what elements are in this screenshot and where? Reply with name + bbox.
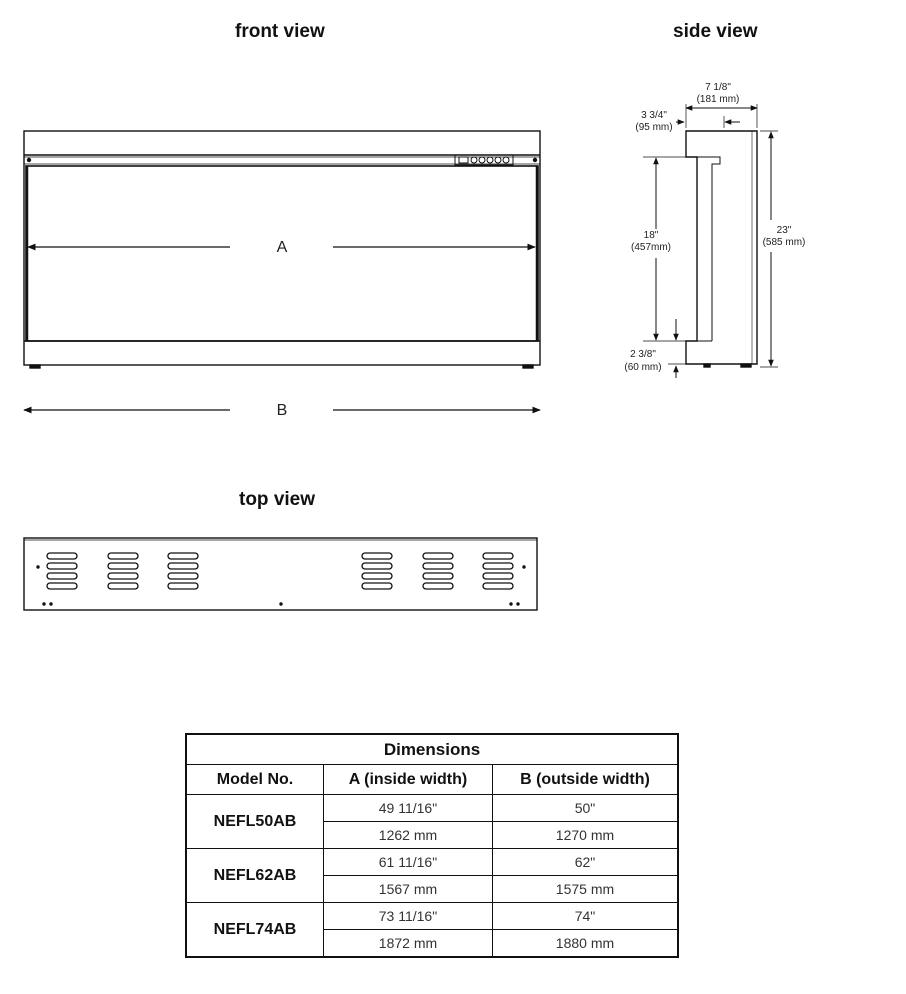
front-foot-left	[30, 365, 40, 368]
b-mm-cell: 1270 mm	[492, 822, 678, 849]
side-base-in: 2 3/8"	[630, 349, 656, 360]
vent-slot	[47, 583, 77, 589]
b-inch-cell: 62"	[492, 849, 678, 876]
vent-slot	[362, 573, 392, 579]
a-mm-cell: 1567 mm	[324, 876, 493, 903]
a-inch-cell: 49 11/16"	[324, 795, 493, 822]
a-inch-cell: 73 11/16"	[324, 903, 493, 930]
vent-slot	[47, 553, 77, 559]
table-caption: Dimensions	[186, 734, 678, 765]
front-foot-right	[523, 365, 533, 368]
a-mm-cell: 1872 mm	[324, 930, 493, 958]
vent-slot	[168, 563, 198, 569]
model-cell: NEFL74AB	[186, 903, 324, 958]
side-view-drawing	[686, 131, 757, 367]
front-view-title: front view	[235, 21, 325, 42]
table-row	[186, 849, 678, 876]
b-inch-cell: 74"	[492, 903, 678, 930]
vent-slot	[362, 553, 392, 559]
control-panel	[455, 155, 513, 165]
dimension-b-label: B	[276, 402, 288, 419]
dimensions-table	[185, 733, 679, 958]
model-cell: NEFL62AB	[186, 849, 324, 903]
a-inch-cell: 61 11/16"	[324, 849, 493, 876]
vent-slot	[423, 553, 453, 559]
header-b: B (outside width)	[492, 765, 678, 795]
side-dimensions	[643, 104, 778, 378]
top-outline	[24, 538, 537, 610]
b-mm-cell: 1880 mm	[492, 930, 678, 958]
vent-slot	[362, 583, 392, 589]
vent-slot	[483, 583, 513, 589]
vent-slot	[423, 563, 453, 569]
side-view-title: side view	[673, 21, 758, 42]
side-base-mm: (60 mm)	[624, 362, 662, 373]
vent-slot	[483, 553, 513, 559]
top-view-title: top view	[239, 489, 316, 510]
top-vents	[47, 553, 513, 589]
side-height-in: 23"	[776, 225, 792, 236]
vent-slot	[168, 583, 198, 589]
vent-slot	[423, 573, 453, 579]
b-inch-cell: 50"	[492, 795, 678, 822]
side-opening-in: 18"	[643, 230, 659, 241]
vent-slot	[47, 563, 77, 569]
header-model: Model No.	[186, 765, 324, 795]
vent-slot	[168, 553, 198, 559]
side-opening-mm: (457mm)	[630, 242, 672, 253]
side-lip-in: 3 3/4"	[641, 110, 667, 121]
model-cell: NEFL50AB	[186, 795, 324, 849]
side-height-mm: (585 mm)	[762, 237, 806, 248]
vent-slot	[108, 583, 138, 589]
table-row	[186, 795, 678, 822]
header-a: A (inside width)	[324, 765, 493, 795]
vent-slot	[423, 583, 453, 589]
dimension-a-label: A	[276, 239, 288, 256]
top-view-drawing	[24, 538, 537, 610]
table-row	[186, 903, 678, 930]
vent-slot	[362, 563, 392, 569]
vent-slot	[47, 573, 77, 579]
vent-slot	[108, 573, 138, 579]
side-profile	[686, 131, 757, 364]
vent-slot	[483, 573, 513, 579]
side-lip-mm: (95 mm)	[635, 122, 673, 133]
side-depth-in: 7 1/8"	[705, 82, 731, 93]
a-mm-cell: 1262 mm	[324, 822, 493, 849]
b-mm-cell: 1575 mm	[492, 876, 678, 903]
side-depth-mm: (181 mm)	[696, 94, 740, 105]
vent-slot	[108, 563, 138, 569]
vent-slot	[168, 573, 198, 579]
vent-slot	[483, 563, 513, 569]
vent-slot	[108, 553, 138, 559]
